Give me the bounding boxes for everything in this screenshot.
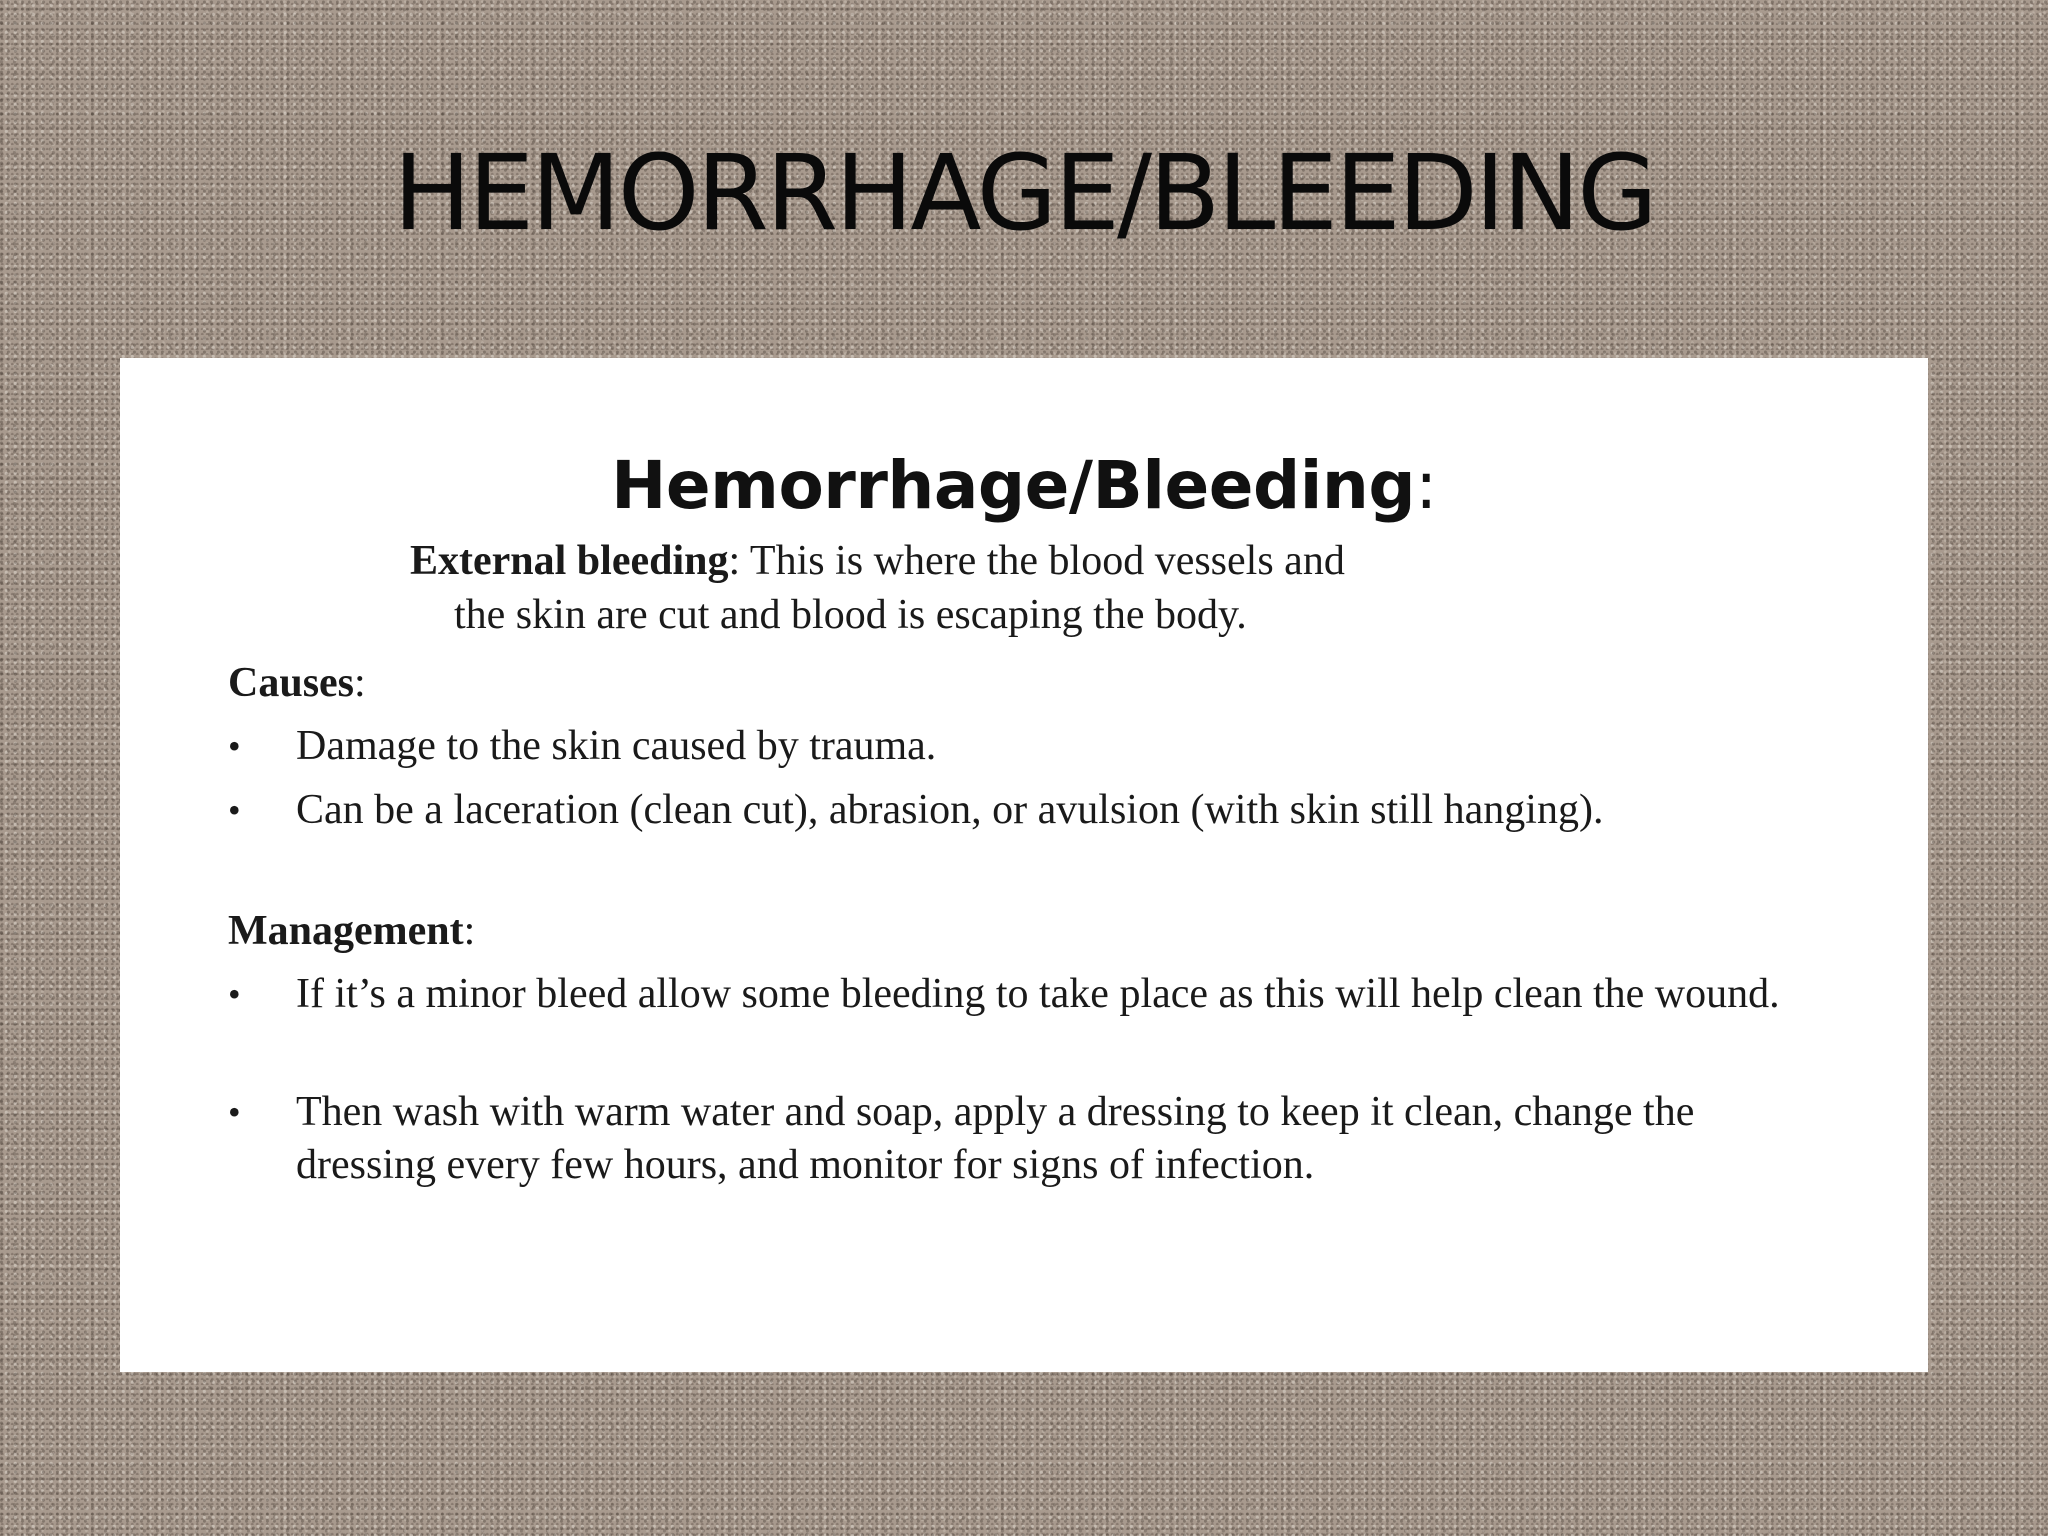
slide-title: HEMORRHAGE/BLEEDING: [393, 132, 1655, 254]
management-heading-colon: :: [463, 908, 476, 954]
causes-heading-colon: :: [354, 660, 366, 706]
causes-bullet-1: [228, 720, 1828, 773]
bullet-icon: •: [228, 1092, 241, 1132]
management-heading-text: Management: [228, 908, 464, 954]
card-heading: [120, 446, 1928, 526]
definition-line-2: the skin are cut and blood is escaping the body.: [454, 592, 1247, 638]
management-bullet-2: [228, 1086, 1828, 1192]
bullet-icon: •: [228, 974, 241, 1014]
bullet-text: If it’s a minor bleed allow some bleeding to take place as this will help clean the wound.: [296, 971, 1780, 1017]
management-heading: [228, 904, 475, 958]
causes-heading-text: Causes: [228, 660, 355, 706]
bullet-text: Then wash with warm water and soap, apply a dressing to keep it clean, change the dressing every few hours, and monitor for signs of infection.: [296, 1089, 1695, 1188]
definition-line-1: : This is where the blood vessels and: [728, 538, 1345, 584]
card-heading-text: Hemorrhage/Bleeding: [611, 447, 1416, 524]
causes-heading: [228, 656, 366, 710]
bullet-icon: •: [228, 726, 241, 766]
card-heading-colon: :: [1415, 447, 1437, 524]
bullet-text: Damage to the skin caused by trauma.: [296, 723, 937, 769]
bullet-text: Can be a laceration (clean cut), abrasion, or avulsion (with skin still hanging).: [296, 787, 1604, 833]
content-card: [120, 358, 1928, 1372]
external-bleeding-term: External bleeding: [410, 538, 729, 584]
causes-bullet-2: [228, 784, 1828, 837]
external-bleeding-definition: [410, 534, 1860, 642]
management-bullet-1: [228, 968, 1828, 1021]
bullet-icon: •: [228, 790, 241, 830]
